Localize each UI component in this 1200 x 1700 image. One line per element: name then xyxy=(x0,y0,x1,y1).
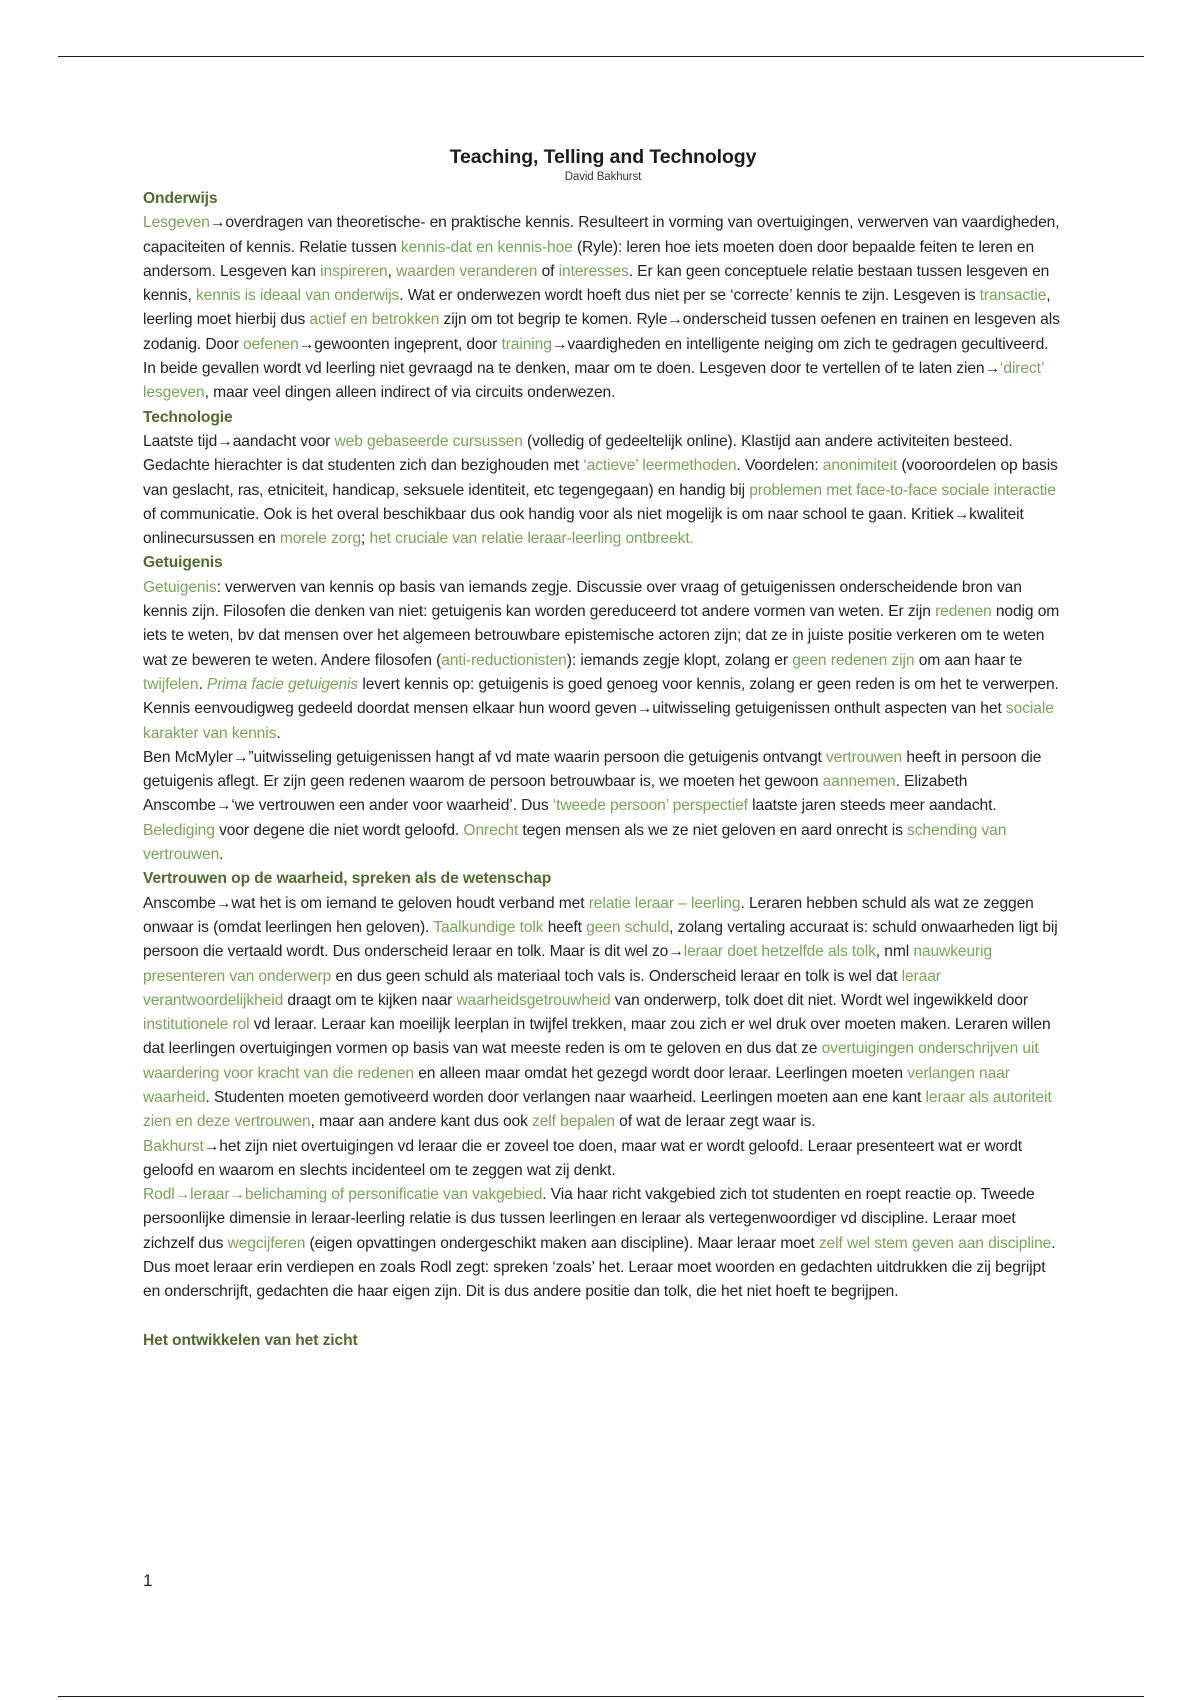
text-run: ; xyxy=(361,530,370,548)
text-run: , zolang vertaling accuraat is: schuld onwaarheden ligt bij persoon die vertaald wordt. Dus onderscheid leraar en tolk. Maar is dit wel zo→ xyxy=(143,918,1058,961)
highlighted-term: morele zorg xyxy=(279,530,362,548)
paragraph xyxy=(143,892,1063,1135)
highlighted-term: oefenen xyxy=(243,335,299,353)
highlighted-term: actief en betrokken xyxy=(309,311,440,329)
highlighted-term: wegcijferen xyxy=(227,1234,306,1252)
highlighted-term: verlangen naar waarheid xyxy=(143,1064,1010,1106)
highlighted-term: overtuigingen onderschrijven uit waardering voor kracht van die redenen xyxy=(143,1040,1039,1082)
text-run: . Dus moet leraar erin verdiepen en zoals Rodl zegt: spreken ‘zoals’ het. Leraar moet woorden en gedachten uitdrukken die zij begrijpt en onderschrijft, gedachten die haar eigen zijn. Dit is dus andere positie dan tolk, die het niet hoeft te begrijpen. xyxy=(143,1234,1056,1301)
highlighted-term: leraar verantwoordelijkheid xyxy=(143,967,941,1009)
text-run: om aan haar te xyxy=(914,651,1023,669)
text-run: . xyxy=(198,675,207,693)
highlighted-term: waarden veranderen xyxy=(396,262,538,280)
highlighted-term: Getuigenis xyxy=(143,578,217,596)
page-number: 1 xyxy=(143,1571,153,1590)
highlighted-term: vertrouwen xyxy=(825,748,903,766)
highlighted-term: transactie xyxy=(979,287,1047,305)
text-run: Laatste tijd→aandacht voor xyxy=(143,432,335,450)
text-run: (volledig of gedeeltelijk online). Klastijd aan andere activiteiten besteed. Gedachte hierachter is dat studenten zich dan bezighouden met xyxy=(143,432,1013,475)
text-run: →overdragen van theoretische- en praktische kennis. Resulteert in vorming van overtuigingen, verwerven van vaardigheden, capaciteiten of kennis. Relatie tussen xyxy=(143,214,1060,256)
text-run: Ben McMyler→”uitwisseling getuigenissen hangt af vd mate waarin persoon die getuigenis ontvangt xyxy=(143,748,826,766)
text-run: en alleen maar omdat het gezegd wordt door leraar. Leerlingen moeten xyxy=(414,1064,908,1082)
paragraph xyxy=(143,746,1063,867)
text-run: , maar aan andere kant dus ook xyxy=(310,1113,533,1131)
document-body xyxy=(143,140,1063,1353)
section-heading: Getuigenis xyxy=(143,554,223,572)
highlighted-term: ‘tweede persoon’ perspectief xyxy=(552,797,748,815)
text-run: . Wat er onderwezen wordt hoeft dus niet per se ‘correcte’ kennis te zijn. Lesgeven is xyxy=(399,287,980,305)
text-run: heeft in persoon die getuigenis aflegt. Er zijn geen redenen waarom de persoon betrouwbaar is, we moeten het gewoon xyxy=(143,748,1042,791)
text-run: of xyxy=(537,262,559,280)
highlighted-term: waarheidsgetrouwheid xyxy=(456,991,611,1009)
highlighted-term: Lesgeven xyxy=(143,214,210,232)
text-run: . xyxy=(276,724,281,742)
text-run: (vooroordelen op basis van geslacht, ras, etniciteit, handicap, seksuele identiteit, etc tegengegaan) en handig bij xyxy=(143,457,1058,499)
highlighted-term: interesses xyxy=(558,262,629,280)
text-run: tegen mensen als we ze niet geloven en aard onrecht is xyxy=(518,821,908,839)
section-heading: Onderwijs xyxy=(143,190,218,207)
text-run: en dus geen schuld als materiaal toch vals is. Onderscheid leraar en tolk is wel dat xyxy=(331,967,902,985)
highlighted-term: institutionele rol xyxy=(143,1016,250,1034)
highlighted-term: ‘direct’ lesgeven xyxy=(143,360,1044,402)
paragraph xyxy=(143,211,1063,405)
highlighted-term: Prima facie getuigenis xyxy=(206,675,359,693)
highlighted-term: nauwkeurig presenteren van onderwerp xyxy=(143,943,993,985)
text-run: of communicatie. Ook is het overal beschikbaar dus ook handig voor als niet mogelijk is om naar school te gaan. Kritiek→kwaliteit onlinecursussen en xyxy=(143,505,1024,548)
text-run: voor degene die niet wordt geloofd. xyxy=(214,821,464,839)
text-run: heeft xyxy=(543,918,587,936)
text-run: van onderwerp, tolk doet dit niet. Wordt wel ingewikkeld door xyxy=(610,991,1028,1009)
text-run: . Leraren hebben schuld als wat ze zeggen onwaar is (omdat leerlingen hen geloven). xyxy=(143,894,1034,936)
highlighted-term: kennis-dat en kennis-hoe xyxy=(400,238,573,256)
document-author: David Bakhurst xyxy=(564,171,642,183)
header-rule xyxy=(58,56,1144,57)
highlighted-term: zelf bepalen xyxy=(532,1113,615,1131)
text-run: of wat de leraar zegt waar is. xyxy=(614,1113,816,1131)
document-title: Teaching, Telling and Technology xyxy=(449,146,757,168)
paragraph xyxy=(143,1183,1063,1304)
highlighted-term: zelf wel stem geven aan discipline xyxy=(818,1234,1052,1252)
text-run: →gewoonten ingeprent, door xyxy=(298,335,502,353)
highlighted-term: Onrecht xyxy=(463,821,519,839)
text-run: →vaardigheden en intelligente neiging om zich te gedragen gecultiveerd. In beide gevallen wordt vd leerling niet gevraagd na te denken, maar om te doen. Lesgeven door te vertellen of te laten zien→ xyxy=(143,335,1049,378)
highlighted-term: het cruciale van relatie leraar-leerling ontbreekt. xyxy=(369,530,694,548)
text-run: , leerling moet hierbij dus xyxy=(143,287,1051,329)
highlighted-term: schending van vertrouwen xyxy=(143,821,1007,864)
highlighted-term: redenen xyxy=(935,603,992,621)
text-run: : verwerven van kennis op basis van iemands zegje. Discussie over vraag of getuigenissen onderscheidende bron van kennis zijn. Filosofen die denken van niet: getuigenis kan worden gereduceerd tot andere vormen van weten. Er zijn xyxy=(143,578,1022,621)
highlighted-term: aannemen xyxy=(822,773,896,791)
highlighted-term: kennis is ideaal van onderwijs xyxy=(195,287,400,305)
text-run: (Ryle): leren hoe iets moeten doen door bepaalde feiten te leren en andersom. Lesgeven kan xyxy=(143,238,1035,280)
text-run: , maar veel dingen alleen indirect of via circuits onderwezen. xyxy=(204,384,616,402)
section-heading: Technologie xyxy=(143,408,233,426)
text-run: zijn om tot begrip te komen. Ryle→onderscheid tussen oefenen en trainen en lesgeven als zodanig. Door xyxy=(143,311,1060,353)
spacer xyxy=(143,1305,1063,1329)
paragraph xyxy=(143,576,1063,746)
text-run: . Voordelen: xyxy=(736,457,823,475)
highlighted-term: anonimiteit xyxy=(822,457,898,475)
text-run: . xyxy=(219,846,224,864)
text-run: vd leraar. Leraar kan moeilijk leerplan in twijfel trekken, maar zou zich er wel druk over moeten maken. Leraren willen dat leerlingen overtuigingen vormen op basis van wat meeste reden is om te geloven en dus dat ze xyxy=(143,1016,1051,1058)
sections-container xyxy=(143,187,1063,1305)
text-run: (eigen opvattingen ondergeschikt maken aan discipline). Maar leraar moet xyxy=(305,1234,819,1252)
footer-rule xyxy=(58,1696,1144,1697)
paragraph xyxy=(143,1135,1063,1184)
highlighted-term: training xyxy=(501,335,552,353)
text-run: draagt om te kijken naar xyxy=(283,991,457,1009)
highlighted-term: Belediging xyxy=(143,821,215,839)
section-heading: Vertrouwen op de waarheid, spreken als de wetenschap xyxy=(143,870,552,888)
highlighted-term: Bakhurst xyxy=(143,1137,204,1155)
highlighted-term: inspireren xyxy=(320,262,388,280)
text-run: . Via haar richt vakgebied zich tot studenten en roept reactie op. Tweede persoonlijke dimensie in leraar-leerling relatie is dus tussen leerlingen en leraar als vertegenwoordiger vd discipline. Leraar moet zichzelf dus xyxy=(143,1186,1035,1252)
text-run: nodig om iets te weten, bv dat mensen over het algemeen betrouwbare epistemische actoren zijn; dat ze in juiste positie verkeren om te weten wat ze beweren te weten. Andere filosofen ( xyxy=(143,603,1060,669)
text-run: . Studenten moeten gemotiveerd worden door verlangen naar waarheid. Leerlingen moeten aan ene kant xyxy=(205,1088,926,1106)
highlighted-term: relatie leraar – leerling xyxy=(588,894,741,912)
text-run: . Er kan geen conceptuele relatie bestaan tussen lesgeven en kennis, xyxy=(143,262,1050,305)
highlighted-term: leraar als autoriteit zien en deze vertrouwen xyxy=(143,1088,1052,1131)
text-run: levert kennis op: getuigenis is goed genoeg voor kennis, zolang er geen reden is om het te verwerpen. Kennis eenvoudigweg gedeeld doordat mensen elkaar hun woord geven→uitwisseling getuigenissen onthult aspecten van het xyxy=(143,675,1059,718)
text-run: , xyxy=(387,262,397,280)
paragraph xyxy=(143,430,1063,551)
highlighted-term: anti-reductionisten xyxy=(441,651,567,669)
highlighted-term: Taalkundige tolk xyxy=(433,918,544,936)
highlighted-term: geen redenen zijn xyxy=(792,651,915,669)
highlighted-term: geen schuld xyxy=(586,918,670,936)
section-heading-final: Het ontwikkelen van het zicht xyxy=(143,1331,358,1349)
highlighted-term: web gebaseerde cursussen xyxy=(334,432,523,450)
highlighted-term: twijfelen xyxy=(143,675,199,693)
highlighted-term: Rodl→leraar→belichaming of personificatie van vakgebied xyxy=(143,1186,543,1204)
text-run: ): iemands zegje klopt, zolang er xyxy=(566,651,793,669)
text-run: , nml xyxy=(875,943,914,961)
highlighted-term: ‘actieve’ leermethoden xyxy=(583,457,737,475)
highlighted-term: problemen met face-to-face sociale interactie xyxy=(749,481,1056,499)
highlighted-term: leraar doet hetzelfde als tolk xyxy=(683,943,876,961)
text-run: laatste jaren steeds meer aandacht. xyxy=(747,797,997,815)
highlighted-term: sociale karakter van kennis xyxy=(143,700,1054,742)
text-run: →het zijn niet overtuigingen vd leraar die er zoveel toe doen, maar wat er wordt geloofd. Leraar presenteert wat er wordt geloofd en waarom en slechts incidenteel om te zeggen wat zij denkt. xyxy=(143,1137,1023,1179)
text-run: . Elizabeth Anscombe→‘we vertrouwen een ander voor waarheid’. Dus xyxy=(143,773,968,815)
text-run: Anscombe→wat het is om iemand te geloven houdt verband met xyxy=(143,894,589,912)
